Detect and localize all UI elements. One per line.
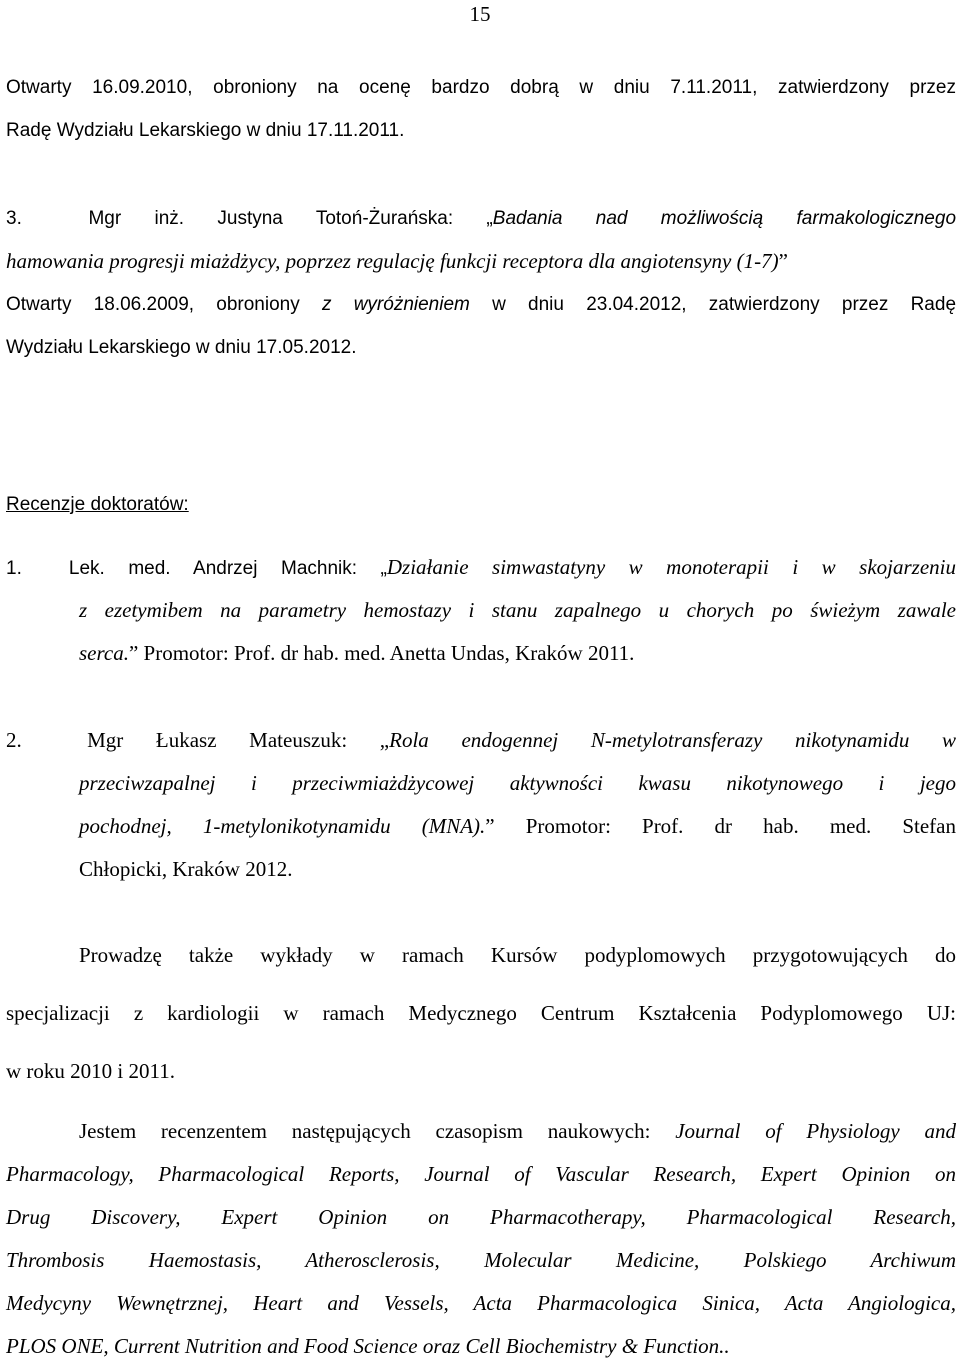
lectures-line-3: w roku 2010 i 2011. — [6, 1059, 175, 1083]
review-2-line-4: Chłopicki, Kraków 2012. — [79, 857, 293, 881]
reviewer-line-3 — [6, 1196, 956, 1239]
review-2-title-part-3: pochodnej, 1-metylonikotynamidu (MNA). — [79, 814, 486, 838]
thesis-3-title-part-1: Badania nad możliwością farmakologicznego — [492, 208, 957, 229]
thesis-3-number: 3. — [6, 208, 22, 229]
reviewer-journals-3: Drug Discovery, Expert Opinion on Pharmacotherapy, Pharmacological Research, — [6, 1205, 956, 1229]
review-1-promotor: ” Promotor: Prof. dr hab. med. Anetta Undas, Kraków 2011. — [128, 641, 635, 665]
review-1-author: Lek. med. Andrzej Machnik: „ — [68, 558, 387, 579]
thesis-3-distinction: z wyróżnieniem — [321, 294, 470, 315]
reviews-heading: Recenzje doktoratów: — [6, 494, 189, 515]
reviewer-journals-2: Pharmacology, Pharmacological Reports, Journal of Vascular Research, Expert Opinion on — [6, 1162, 956, 1186]
thesis-2-status-line-1: Otwarty 16.09.2010, obroniony na ocenę bardzo dobrą w dniu 7.11.2011, zatwierdzony przez — [6, 77, 956, 98]
lectures-line-1: Prowadzę także wykłady w ramach Kursów podyplomowych przygotowujących do — [79, 943, 956, 967]
reviewer-line-6 — [6, 1325, 956, 1368]
review-1-title-part-2: z ezetymibem na parametry hemostazy i stanu zapalnego u chorych po świeżym zawale — [79, 598, 956, 622]
reviewer-line-2 — [6, 1153, 956, 1196]
reviewer-journals-6: PLOS ONE, Current Nutrition and Food Science oraz Cell Biochemistry & Function.. — [6, 1334, 730, 1358]
review-2-title-part-1: Rola endogennej N-metylotransferazy nikotynamidu w — [389, 728, 956, 752]
review-item-2 — [6, 719, 956, 891]
review-2-line-2 — [6, 762, 956, 805]
review-2-line-3 — [6, 805, 956, 848]
review-1-line-2 — [6, 589, 956, 632]
thesis-3-close-quote: ” — [778, 249, 788, 273]
review-2-promotor: ” Promotor: Prof. dr hab. med. Stefan — [485, 814, 956, 838]
reviewer-journals-1: Journal of Physiology and — [675, 1119, 956, 1143]
thesis-3-title-part-2: hamowania progresji miażdżycy, poprzez regulację funkcji receptora dla angiotensyny (1-7) — [6, 249, 779, 273]
review-item-1 — [6, 546, 956, 675]
thesis-item-3 — [6, 197, 956, 369]
review-1-line-1 — [6, 546, 956, 589]
thesis-3-line-4: Wydziału Lekarskiego w dniu 17.05.2012. — [6, 337, 357, 358]
reviewer-intro: Jestem recenzentem następujących czasopism naukowych: — [79, 1119, 676, 1143]
reviewer-line-5 — [6, 1282, 956, 1325]
reviewer-journals-4: Thrombosis Haemostasis, Atherosclerosis, Molecular Medicine, Polskiego Archiwum — [6, 1248, 956, 1272]
thesis-3-line-1 — [6, 197, 956, 240]
lectures-line-2: specjalizacji z kardiologii w ramach Medycznego Centrum Kształcenia Podyplomowego UJ: — [6, 1001, 956, 1025]
journal-reviewer-paragraph — [6, 1110, 956, 1368]
thesis-3-author: Mgr inż. Justyna Totoń-Żurańska: „ — [88, 208, 493, 229]
thesis-3-line-3 — [6, 283, 956, 326]
review-1-line-3 — [6, 632, 956, 675]
review-2-line-1 — [6, 719, 956, 762]
thesis-2-status-paragraph — [6, 66, 956, 152]
reviewer-journals-5: Medycyny Wewnętrznej, Heart and Vessels, Acta Pharmacologica Sinica, Acta Angiologica, — [6, 1291, 956, 1315]
review-2-title-part-2: przeciwzapalnej i przeciwmiażdżycowej aktywności kwasu nikotynowego i jego — [79, 771, 956, 795]
lectures-paragraph — [6, 934, 956, 1093]
review-2-number: 2. — [6, 728, 22, 752]
page-number: 15 — [469, 2, 491, 26]
thesis-3-defended: w dniu 23.04.2012, zatwierdzony przez Radę — [469, 294, 957, 315]
review-1-title-part-1: Działanie simwastatyny w monoterapii i w skojarzeniu — [386, 555, 956, 579]
review-1-title-part-3: serca. — [79, 641, 129, 665]
review-1-number: 1. — [6, 558, 22, 579]
thesis-2-status-line-2: Radę Wydziału Lekarskiego w dniu 17.11.2011. — [6, 120, 405, 141]
thesis-3-opened: Otwarty 18.06.2009, obroniony — [6, 294, 322, 315]
thesis-3-line-2 — [6, 240, 956, 283]
reviewer-line-1 — [6, 1110, 956, 1153]
review-2-author: Mgr Łukasz Mateuszuk: „ — [87, 728, 390, 752]
reviewer-line-4 — [6, 1239, 956, 1282]
